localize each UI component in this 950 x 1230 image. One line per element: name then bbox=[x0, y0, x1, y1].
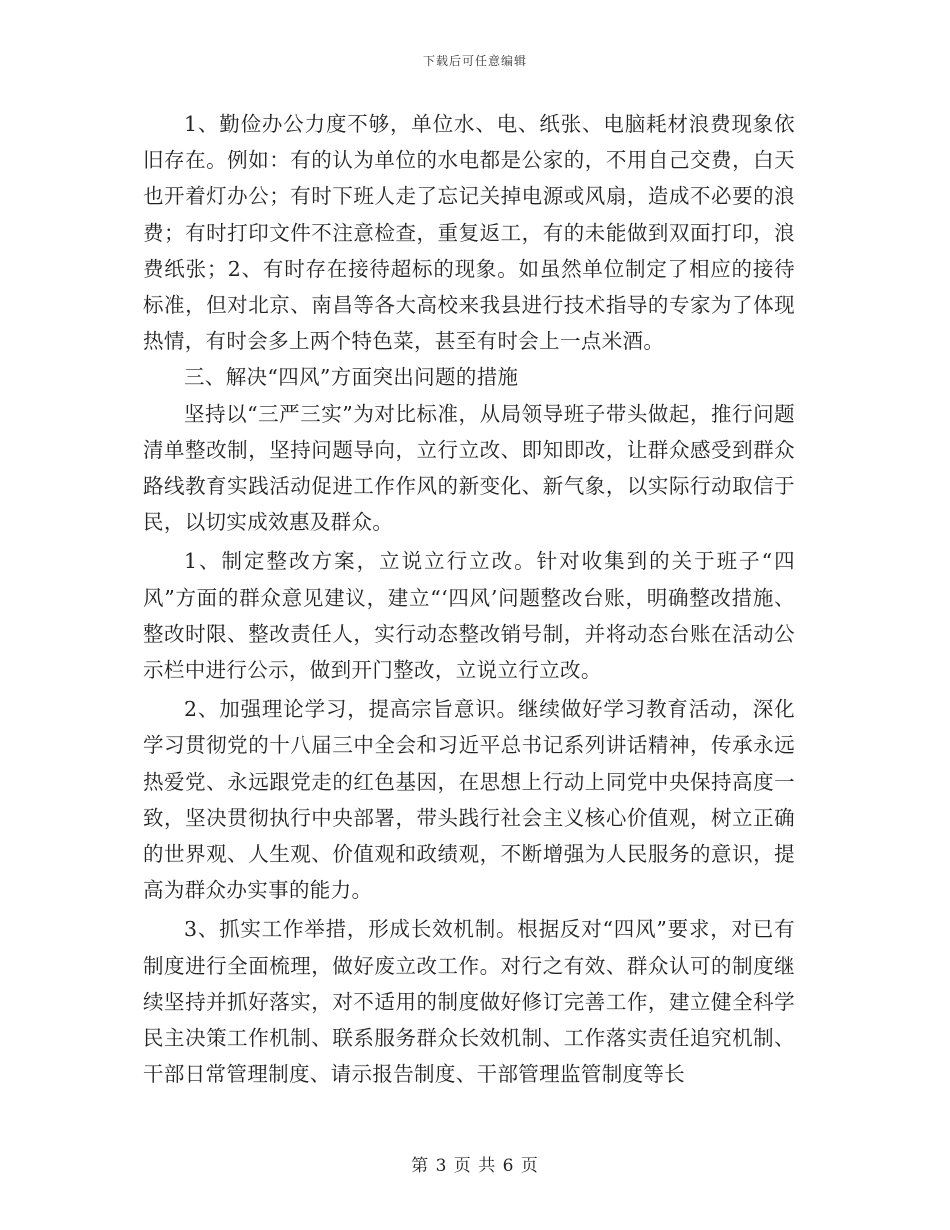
page-footer bbox=[0, 1151, 950, 1176]
footer-total-pages: 6 bbox=[502, 1156, 515, 1176]
document-body bbox=[143, 106, 795, 1092]
footer-prefix: 第 bbox=[411, 1156, 430, 1176]
footer-suffix: 页 bbox=[520, 1156, 539, 1176]
footer-current-page: 3 bbox=[435, 1156, 448, 1176]
paragraph-measure-3: 3、抓实工作举措，形成长效机制。根据反对“四风”要求，对已有制度进行全面梳理，做好废立改工作。对行之有效、群众认可的制度继续坚持并抓好落实，对不适用的制度做好修订完善工作，建立健全科学民主决策工作机制、联系服务群众长效机制、工作落实责任追究机制、干部日常管理制度、请示报告制度、干部管理监管制度等长 bbox=[143, 917, 795, 1087]
paragraph-waste-issues: 1、勤俭办公力度不够，单位水、电、纸张、电脑耗材浪费现象依旧存在。例如：有的认为单位的水电都是公家的，不用自己交费，白天也开着灯办公；有时下班人走了忘记关掉电源或风扇，造成不必要的浪费；有时打印文件不注意检查，重复返工，有的未能做到双面打印，浪费纸张；2、有时存在接待超标的现象。如虽然单位制定了相应的接待标准，但对北京、南昌等各大高校来我县进行技术指导的专家为了体现热情，有时会多上两个特色菜，甚至有时会上一点米酒。 bbox=[143, 112, 795, 354]
paragraph-measures-intro: 坚持以“三严三实”为对比标准，从局领导班子带头做起，推行问题清单整改制，坚持问题导向，立行立改、即知即改，让群众感受到群众路线教育实践活动促进工作作风的新变化、新气象，以实际行动取信于民，以切实成效惠及群众。 bbox=[143, 401, 795, 535]
page-header: 下载后可任意编辑 bbox=[422, 54, 527, 68]
paragraph-measure-2: 2、加强理论学习，提高宗旨意识。继续做好学习教育活动，深化学习贯彻党的十八届三中全会和习近平总书记系列讲话精神，传承永远热爱党、永远跟党走的红色基因，在思想上行动上同党中央保持高度一致，坚决贯彻执行中央部署，带头践行社会主义核心价值观，树立正确的世界观、人生观、价值观和政绩观，不断增强为人民服务的意识，提高为群众办实事的能力。 bbox=[143, 697, 795, 903]
section-heading-measures: 三、解决“四风”方面突出问题的措施 bbox=[184, 365, 519, 390]
paragraph-measure-1: 1、制定整改方案，立说立行立改。针对收集到的关于班子“四风”方面的群众意见建议，建立“‘四风’问题整改台账，明确整改措施、整改时限、整改责任人，实行动态整改销号制，并将动态台账在活动公示栏中进行公示，做到开门整改，立说立行立改。 bbox=[143, 549, 795, 683]
footer-middle: 页 共 bbox=[453, 1156, 497, 1176]
